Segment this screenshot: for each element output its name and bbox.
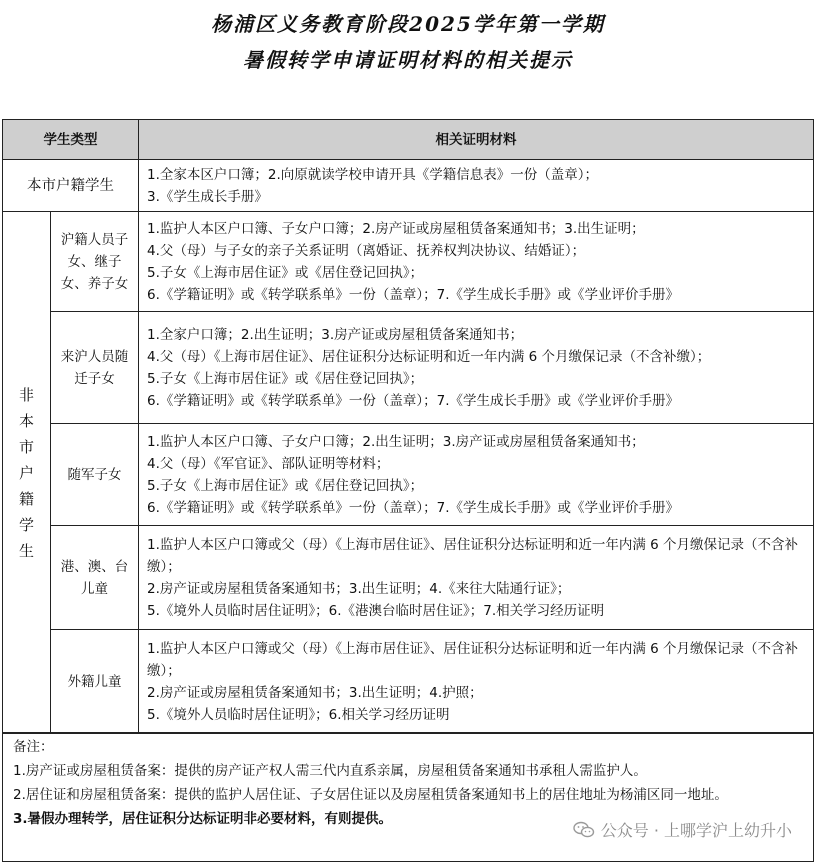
materials-table <box>2 119 814 734</box>
header-student-type: 学生类型 <box>3 120 139 160</box>
group-materials <box>139 424 814 526</box>
note-item: 2.居住证和房屋租赁备案：提供的监护人居住证、子女居住证以及房屋租赁备案通知书上的居住地址为杨浦区同一地址。 <box>13 787 728 803</box>
group-label: 随军子女 <box>51 424 139 526</box>
material-line: 2.房产证或房屋租赁备案通知书；3.出生证明；4.护照； <box>147 684 483 701</box>
table-header-row <box>3 120 814 160</box>
row-label-nonlocal <box>3 212 51 734</box>
watermark <box>573 818 792 841</box>
group-materials <box>139 212 814 312</box>
row-materials-local <box>139 160 814 212</box>
note-item: 1.房产证或房屋租赁备案：提供的房产证产权人需三代内直系亲属，房屋租赁备案通知书承租人需监护人。 <box>13 763 647 779</box>
note-item-emphasis: 3.暑假办理转学，居住证积分达标证明非必要材料，有则提供。 <box>13 811 393 827</box>
row-label-local: 本市户籍学生 <box>3 160 139 212</box>
wechat-icon <box>573 821 595 839</box>
material-line: 6.《学籍证明》或《转学联系单》一份（盖章）；7.《学生成长手册》或《学业评价手册》 <box>147 286 680 303</box>
material-line: 5.子女《上海市居住证》或《居住登记回执》； <box>147 370 424 387</box>
group-label: 沪籍人员子女、继子女、养子女 <box>51 212 139 312</box>
watermark-text: 公众号 · 上哪学沪上幼升小 <box>600 821 792 840</box>
group-label: 港、澳、台儿童 <box>51 526 139 630</box>
notes-box <box>2 732 814 862</box>
document-title-line2: 暑假转学申请证明材料的相关提示 <box>243 48 573 72</box>
material-line: 6.《学籍证明》或《转学联系单》一份（盖章）；7.《学生成长手册》或《学业评价手册》 <box>147 392 680 409</box>
material-line: 4.父（母）《军官证》、部队证明等材料； <box>147 455 390 472</box>
table-row <box>3 526 814 630</box>
material-line: 1.监护人本区户口簿或父（母）《上海市居住证》、居住证积分达标证明和近一年内满 6 个月缴保记录（不含补缴）； <box>147 640 799 679</box>
notes-heading: 备注： <box>13 739 54 755</box>
table-row <box>3 424 814 526</box>
material-line: 4.父（母）《上海市居住证》、居住证积分达标证明和近一年内满 6 个月缴保记录（不含补缴）； <box>147 348 711 365</box>
table-row-local <box>3 160 814 212</box>
material-line: 2.房产证或房屋租赁备案通知书；3.出生证明；4.《来往大陆通行证》； <box>147 580 571 597</box>
material-line: 5.《境外人员临时居住证明》；6.相关学习经历证明 <box>147 706 450 723</box>
material-line: 4.父（母）与子女的亲子关系证明（离婚证、抚养权判决协议、结婚证）； <box>147 242 586 259</box>
material-line: 5.《境外人员临时居住证明》；6.《港澳台临时居住证》；7.相关学习经历证明 <box>147 602 605 619</box>
material-line: 1.监护人本区户口簿或父（母）《上海市居住证》、居住证积分达标证明和近一年内满 6 个月缴保记录（不含补缴）； <box>147 536 799 575</box>
table-row <box>3 630 814 734</box>
document-title-line1: 杨浦区义务教育阶段2025学年第一学期 <box>211 12 605 36</box>
group-label: 来沪人员随迁子女 <box>51 312 139 424</box>
table-row <box>3 212 814 312</box>
material-line: 5.子女《上海市居住证》或《居住登记回执》； <box>147 477 424 494</box>
header-materials: 相关证明材料 <box>139 120 814 160</box>
nonlocal-vertical-label: 非本市户籍学生 <box>18 385 34 560</box>
material-line: 1.监护人本区户口簿、子女户口簿；2.出生证明；3.房产证或房屋租赁备案通知书； <box>147 433 645 450</box>
material-line: 6.《学籍证明》或《转学联系单》一份（盖章）；7.《学生成长手册》或《学业评价手册》 <box>147 499 680 516</box>
group-materials <box>139 526 814 630</box>
material-line: 1.监护人本区户口簿、子女户口簿；2.房产证或房屋租赁备案通知书；3.出生证明； <box>147 220 645 237</box>
group-materials <box>139 312 814 424</box>
material-line: 3.《学生成长手册》 <box>147 188 268 205</box>
group-label: 外籍儿童 <box>51 630 139 734</box>
group-materials <box>139 630 814 734</box>
material-line: 5.子女《上海市居住证》或《居住登记回执》； <box>147 264 424 281</box>
material-line: 1.全家户口簿；2.出生证明；3.房产证或房屋租赁备案通知书； <box>147 326 524 343</box>
table-row <box>3 312 814 424</box>
material-line: 1.全家本区户口簿；2.向原就读学校申请开具《学籍信息表》一份（盖章）； <box>147 166 599 183</box>
